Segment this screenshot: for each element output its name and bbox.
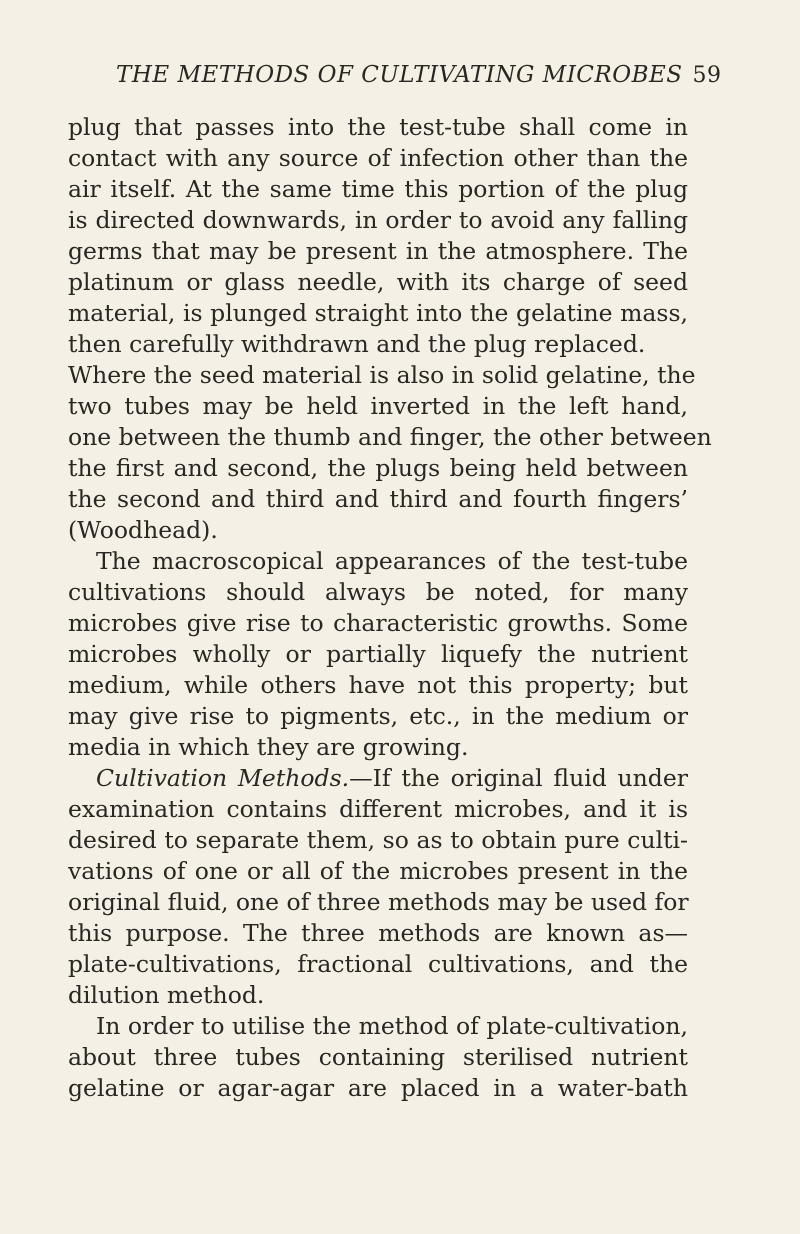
section-heading: Cultivation Methods. (96, 764, 350, 792)
paragraph-first-line: In order to utilise the method of plate-cultivation, (96, 1012, 688, 1040)
text-line: examination contains different microbes, and it is (68, 795, 688, 823)
page-number: 59 (692, 63, 722, 88)
text-line: microbes wholly or partially liquefy the nutrient (68, 640, 688, 668)
text-line: plug that passes into the test-tube shall come in (68, 113, 688, 141)
text-line: Where the seed material is also in solid gelatine, the (68, 361, 696, 389)
text-line: cultivations should always be noted, for many (68, 578, 688, 606)
text-line: this purpose. The three methods are known as— (68, 919, 688, 947)
text-line: vations of one or all of the microbes present in the (68, 857, 688, 885)
text-line: (Woodhead). (68, 516, 218, 544)
running-head (116, 62, 722, 88)
text-line: original fluid, one of three methods may be used for (68, 888, 689, 916)
text-line: may give rise to pigments, etc., in the medium or (68, 702, 688, 730)
text-line: is directed downwards, in order to avoid any falling (68, 206, 688, 234)
paragraph-first-line: Cultivation Methods.—If the original fluid under (96, 764, 688, 792)
text-line: platinum or glass needle, with its charge of seed (68, 268, 688, 296)
text-line: microbes give rise to characteristic growths. Some (68, 609, 688, 637)
text-line: contact with any source of infection other than the (68, 144, 688, 172)
text-line: plate-cultivations, fractional cultivations, and the (68, 950, 688, 978)
text-line: gelatine or agar-agar are placed in a water-bath (68, 1074, 688, 1102)
text-line: the second and third and third and fourth fingers’ (68, 485, 688, 513)
text-line: the first and second, the plugs being held between (68, 454, 688, 482)
text-line: air itself. At the same time this portion of the plug (68, 175, 688, 203)
text-line: medium, while others have not this property; but (68, 671, 688, 699)
text-line: about three tubes containing sterilised nutrient (68, 1043, 688, 1071)
body-text (68, 112, 712, 1104)
text-line: desired to separate them, so as to obtain pure culti- (68, 826, 688, 854)
text-line: one between the thumb and finger, the other between (68, 423, 712, 451)
text-line: material, is plunged straight into the gelatine mass, (68, 299, 688, 327)
paragraph-first-line: The macroscopical appearances of the test-tube (96, 547, 688, 575)
text-line: then carefully withdrawn and the plug replaced. (68, 330, 646, 358)
text-line: media in which they are growing. (68, 733, 469, 761)
text-line: dilution method. (68, 981, 265, 1009)
text-line: germs that may be present in the atmosphere. The (68, 237, 688, 265)
running-title: THE METHODS OF CULTIVATING MICROBES (116, 62, 683, 88)
text-line: two tubes may be held inverted in the left hand, (68, 392, 688, 420)
